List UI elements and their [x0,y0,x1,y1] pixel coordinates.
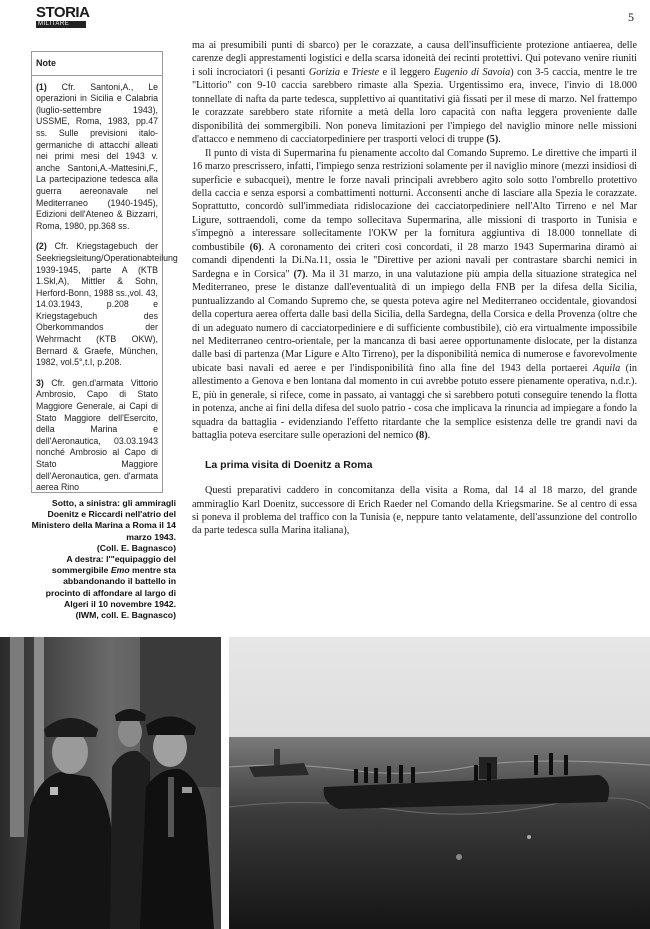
notes-box [31,51,178,493]
admirals-photo [0,637,221,929]
notes-heading: Note [36,58,56,68]
note-item: (2) Cfr. Kriegstagebuch der Seekriegsleitung/Operationabteilung 1939-1945, parte A (KTB 1.Skl,A), Mittler & Sohn, Herford-Bonn, 1988 ss.,vol. 43, 14.03.1943, p.208 e Kriegstagebuch des Oberkommandos der Wehrmacht (KTB OKW), Bernard & Graefe, München, 1982, vol.5°,t.I, p.208. [36,241,178,368]
magazine-logo [36,4,90,28]
section-heading: La prima visita di Doenitz a Roma [205,458,373,471]
paragraph: ma ai presumibili punti di sbarco) per le corazzate, a causa dell'insufficiente protezione antiaerea, delle carenze degli apprestamenti logistici e della scarsa idoneità dei recinti protettivi. Qui potevano venire riuniti i soli incrociatori (i pesanti Gorizia e Trieste e il leggero Eugenio di Savoia) con 3-5 caccia, mentre le tre "Littorio" con 9-10 caccia sarebbero rimaste alla Spezia. Urgentissimo era, invece, l'invio di 18.000 tonnellate di nafta da parte tedesca, supplettivo ai quantitativi già fissati per il mese di marzo. Nel frattempo le corazzate sarebbero state rifornite a metà della loro capacità con nafta leggera proveniente dalle disponibilità dei sommergibili. Non poneva limitazioni per l'impiego del naviglio minore nelle missioni d'attacco e nemmeno di cacciatorpediniere per trasporti veloci di truppe (5). [192,40,637,146]
caption-credit: (IWM, coll. E. Bagnasco) [75,610,176,621]
photo-caption [31,498,176,621]
page-number: 5 [628,10,634,24]
paragraph: Il punto di vista di Supermarina fu pienamente accolto dal Comando Supremo. Le direttive che impartì il 16 marzo prescrissero, infatti, l'impiego senza restrizioni solamente per il naviglio minore (mezzi insidiosi di superficie e subacquei), mentre le forze navali principali avrebbero agito solo sotto l'ombrello protettivo della caccia e senza esporsi a combattimenti notturni. Acconsenti anche di lasciare alla Spezia le corazzate. Soprattutto, concordò sull'immediata ridislocazione dei cacciatorpediniere nell'Alto Tirreno e nel Mar Ligure, sottraendoli, come da tempo sollecitava Supermarina, alle missioni di trasporto in Tunisia e s'impegnò a interessare sollecitamente l'OKW per la fornitura aggiuntiva di 18.000 tonnellate di combustibile (6). A coronamento dei criteri così concordati, il 28 marzo 1943 Supermarina diramò ai comandi dipendenti la Di.Na.11, ossia le "Direttive per azioni navali per contrastare sbarchi nemici in Sardegna e in Corsica" (7). Ma il 31 marzo, in una valutazione più ampia della situazione strategica nel Mediterraneo, prese le distanze dall'eventualità di un impiego della FNB per la difesa della Sicilia, puntualizzando al Comando Supremo che, se questa poteva agire nel Mediterraneo occidentale, giovandosi della copertura aerea offerta dalle basi della Sicilia, della Sardegna, della Corsica e della Provenza (oltre che di un adeguato numero di cacciatorpediniere e di sufficiente combustibile), ciò era virtualmente impossibile nel Mediterraneo centro-orientale, per la mancanza di basi aeree opportunamente dislocate, per la distanza dalle basi di partenza (Mar Ligure e Alto Tirreno), per la disponibilità nemica di numerose e favorevolmente ubicate basi navali ed aeree e per l'indisponibilità fino alla fine del 1943 della portaerei Aquila (in allestimento a Genova e ben lontana dal momento in cui avrebbe potuto essere pienamente operativa, n.d.r.). E, più in generale, si rifece, come in passato, ai vantaggi che si sarebbero potuti conseguire tenendo la flotta in potenza, anche ai fini della difesa del suolo patrio - cosa che implicava la rinuncia ad impiegare a fondo la squadra da battaglia - evidenziando l'effetto ritardante che la semplice esistenza delle tre grandi navi da battaglia poteva esercitare sulle operazioni del nemico (8). [192,147,637,442]
caption-right: A destra: l'"equipaggio del sommergibile Emo mentre sta abbandonando il battello in procinto di affondare al largo di Algeri il 10 novembre 1942. [45,554,176,609]
note-item: (1) Cfr. Santoni,A., Le operazioni in Sicilia e Calabria (luglio-settembre 1943), USSME, Roma, 1983, pp.47 ss. Sulle previsioni italo-germaniche di attacchi alleati nei primi mesi del 1943 v. anche Santoni,A.-Mattesini,F., La partecipazione tedesca alla guerra aereonavale nel Mediterraneo (1940-1945), Edizioni dell'Ateneo & Bizzarri, Roma, 1980, pp.368 ss. [36,81,158,231]
paragraph: Questi preparativi caddero in concomitanza della visita a Roma, dal 14 al 18 marzo, del grande ammiraglio Karl Doenitz, successore di Erich Raeder nel Comando della Kriegsmarine. Se al centro di essa si poneva il problema del traffico con la Tunisia (e, neppure tanto velatamente, dell'assunzione del controllo da parte tedesca sulla Marina italiana), [192,485,637,537]
article-column [192,39,637,538]
logo-subtitle: MILITARE [36,21,86,28]
submarine-photo-icon [229,637,650,929]
caption-left: Sotto, a sinistra: gli ammiragli Doenitz e Riccardi nell'atrio del Ministero della Marina a Roma il 14 marzo 1943. [31,498,176,542]
logo-title: STORIA [36,4,90,21]
notes-divider [32,75,162,76]
submarine-photo [229,637,650,929]
admirals-photo-icon [0,637,221,929]
note-item: 3) Cfr. gen.d'armata Vittorio Ambrosio, Capo di Stato Maggiore Generale, ai Capi di Stato Maggiore dell'Esercito, della Marina e dell'Aeronautica, 03.03.1943 nonché Ambrosio al Capo di Stato Maggiore dell'Aeronautica, gen. d'armata aerea Rino [36,377,158,493]
caption-credit: (Coll. E. Bagnasco) [96,542,176,553]
